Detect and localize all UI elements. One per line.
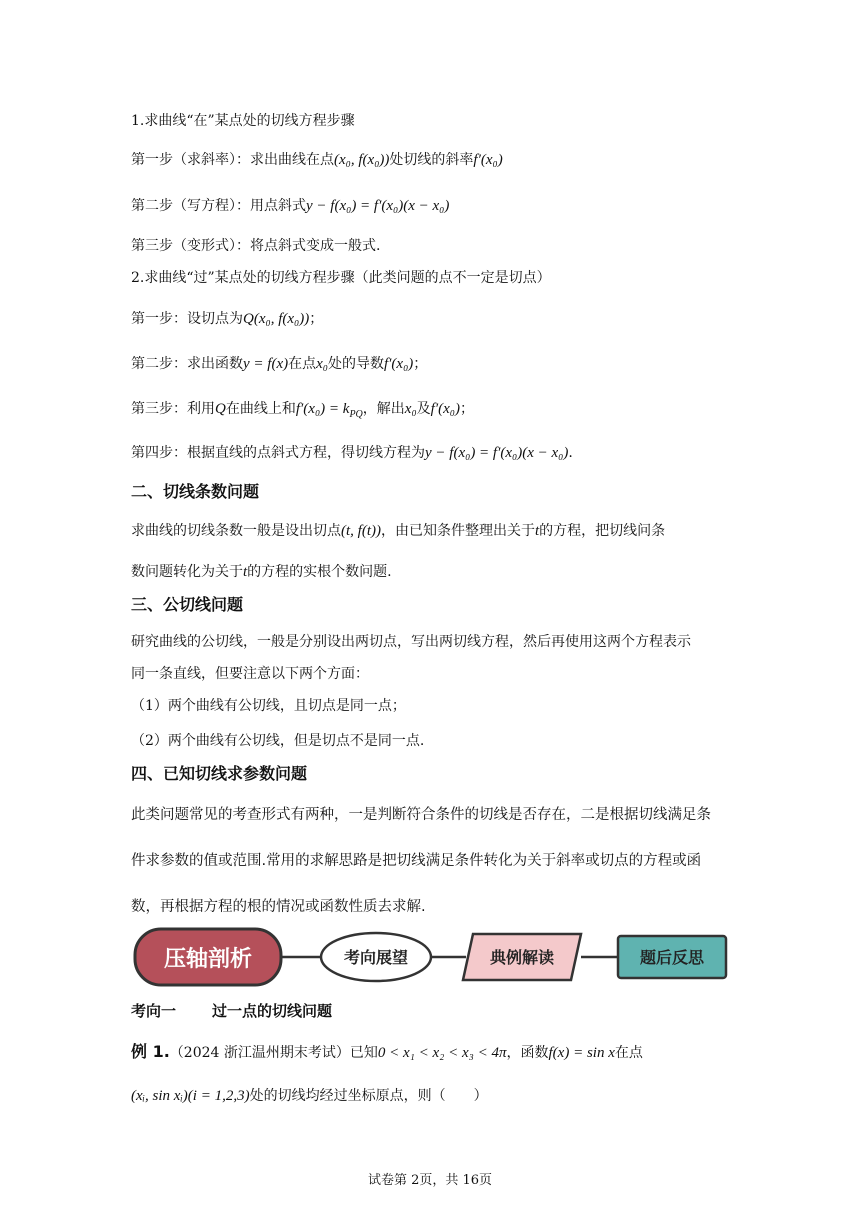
example-points: (xᵢ, sin xᵢ)(i = 1,2,3)	[131, 1088, 250, 1104]
step2-math: y − f(x₀) = f′(x₀)(x − x₀)	[306, 198, 450, 214]
part4-line1: 此类问题常见的考查形式有两种，一是判断符合条件的切线是否存在，二是根据切线满足条	[131, 807, 711, 823]
step1-text: 第一步（求斜率）：求出曲线在点	[131, 152, 334, 168]
kaoxiang-label: 考向一	[131, 1002, 177, 1020]
p1-t: t	[534, 523, 540, 539]
section2-title: 2.求曲线“过”某点处的切线方程步骤（此类问题的点不一定是切点）	[131, 270, 551, 286]
part3-line1: 研究曲线的公切线，一般是分别设出两切点，写出两切线方程，然后再使用这两个方程表示	[131, 634, 691, 650]
section-banner	[131, 924, 731, 990]
p1c: 的方程，把切线问条	[539, 523, 666, 539]
heading-tangent-count: 二、切线条数问题	[131, 482, 260, 501]
part2-paragraph-line1	[131, 521, 665, 541]
example-source: （2024 浙江温州期末考试）已知	[169, 1045, 378, 1061]
section2-step1	[131, 309, 323, 329]
section2-step4	[131, 443, 573, 463]
s2-math: y = f(x)	[243, 356, 289, 372]
s3-text: 第三步：利用	[131, 401, 215, 417]
s3-math4: f′(x₀)	[430, 401, 460, 417]
s4-text: 第四步：根据直线的点斜式方程，得切线方程为	[131, 445, 425, 461]
example-question: 处的切线均经过坐标原点，则（ ）	[249, 1088, 488, 1104]
section2-step3	[131, 399, 474, 425]
step1-tail: 处切线的斜率	[389, 152, 474, 168]
p2a: 数问题转化为关于	[131, 564, 243, 580]
s3-mid2: ，解出	[362, 401, 405, 417]
s3-sub: PQ	[349, 408, 363, 420]
banner-label-examples: 典例解读	[489, 948, 555, 967]
s3-tail: ；	[459, 401, 474, 417]
section1-step2	[131, 196, 449, 216]
part3-line2: 同一条直线，但要注意以下两个方面：	[131, 666, 369, 682]
step2-text: 第二步（写方程）：用点斜式	[131, 198, 306, 214]
example-mid: ，函数	[506, 1045, 549, 1061]
section1-title: 1.求曲线“在”某点处的切线方程步骤	[131, 113, 355, 129]
part4-line3: 数，再根据方程的根的情况或函数性质去求解.	[131, 899, 426, 915]
s3-math2: f′(x₀) = k	[295, 401, 350, 417]
s2-tail: ；	[413, 356, 428, 372]
section1-step1	[131, 150, 503, 170]
part4-line2: 件求参数的值或范围.常用的求解思路是把切线满足条件转化为关于斜率或切点的方程或函	[131, 853, 702, 869]
example-mid2: 在点	[614, 1045, 643, 1061]
section1-step3: 第三步（变形式）：将点斜式变成一般式.	[131, 238, 381, 254]
part2-paragraph-line2	[131, 562, 392, 582]
step1-math: (x₀, f(x₀))	[334, 152, 390, 168]
section2-step2	[131, 354, 427, 374]
s2-math2: x₀	[316, 356, 328, 372]
kaoxiang-title: 过一点的切线问题	[212, 1002, 333, 1020]
example-line1	[131, 1042, 643, 1063]
s2-mid: 在点	[288, 356, 317, 372]
part3-item2: （2）两个曲线有公切线，但是切点不是同一点.	[131, 733, 425, 749]
s2-text: 第二步：求出函数	[131, 356, 243, 372]
banner-label-analysis: 压轴剖析	[163, 947, 253, 972]
p2-t: t	[243, 564, 248, 580]
example-condition: 0 < x₁ < x₂ < x₃ < 4π	[377, 1045, 507, 1061]
s4-math: y − f(x₀) = f′(x₀)(x − x₀)	[425, 445, 569, 461]
p1b: ，由已知条件整理出关于	[380, 523, 535, 539]
s1-tail: ；	[309, 311, 324, 327]
s3-mid: 在曲线上和	[225, 401, 296, 417]
heading-common-tangent: 三、公切线问题	[131, 595, 244, 614]
example-label: 例 1.	[131, 1042, 170, 1061]
s3-mid3: 及	[416, 401, 431, 417]
kaoxiang-heading	[131, 1001, 332, 1021]
banner-label-reflection: 题后反思	[639, 948, 705, 967]
banner-label-outlook: 考向展望	[343, 948, 409, 967]
step1-tail-math: f′(x₀)	[473, 152, 503, 168]
p2b: 的方程的实根个数问题.	[247, 564, 392, 580]
s1-text: 第一步：设切点为	[131, 311, 243, 327]
heading-parameter: 四、已知切线求参数问题	[131, 764, 308, 783]
page-footer: 试卷第 2页，共 16页	[367, 1173, 493, 1188]
part3-item1: （1）两个曲线有公切线，且切点是同一点；	[131, 698, 406, 714]
p1-math: (t, f(t))	[341, 523, 381, 539]
s3-math: Q	[215, 401, 226, 417]
s3-math3: x₀	[404, 401, 417, 417]
p1a: 求曲线的切线条数一般是设出切点	[131, 523, 341, 539]
example-function: f(x) = sin x	[548, 1045, 615, 1061]
s2-math3: f′(x₀)	[383, 356, 414, 372]
example-line2	[131, 1086, 488, 1106]
s4-tail: .	[568, 445, 573, 461]
s2-mid2: 处的导数	[327, 356, 384, 372]
s1-math: Q(x₀, f(x₀))	[243, 311, 310, 327]
